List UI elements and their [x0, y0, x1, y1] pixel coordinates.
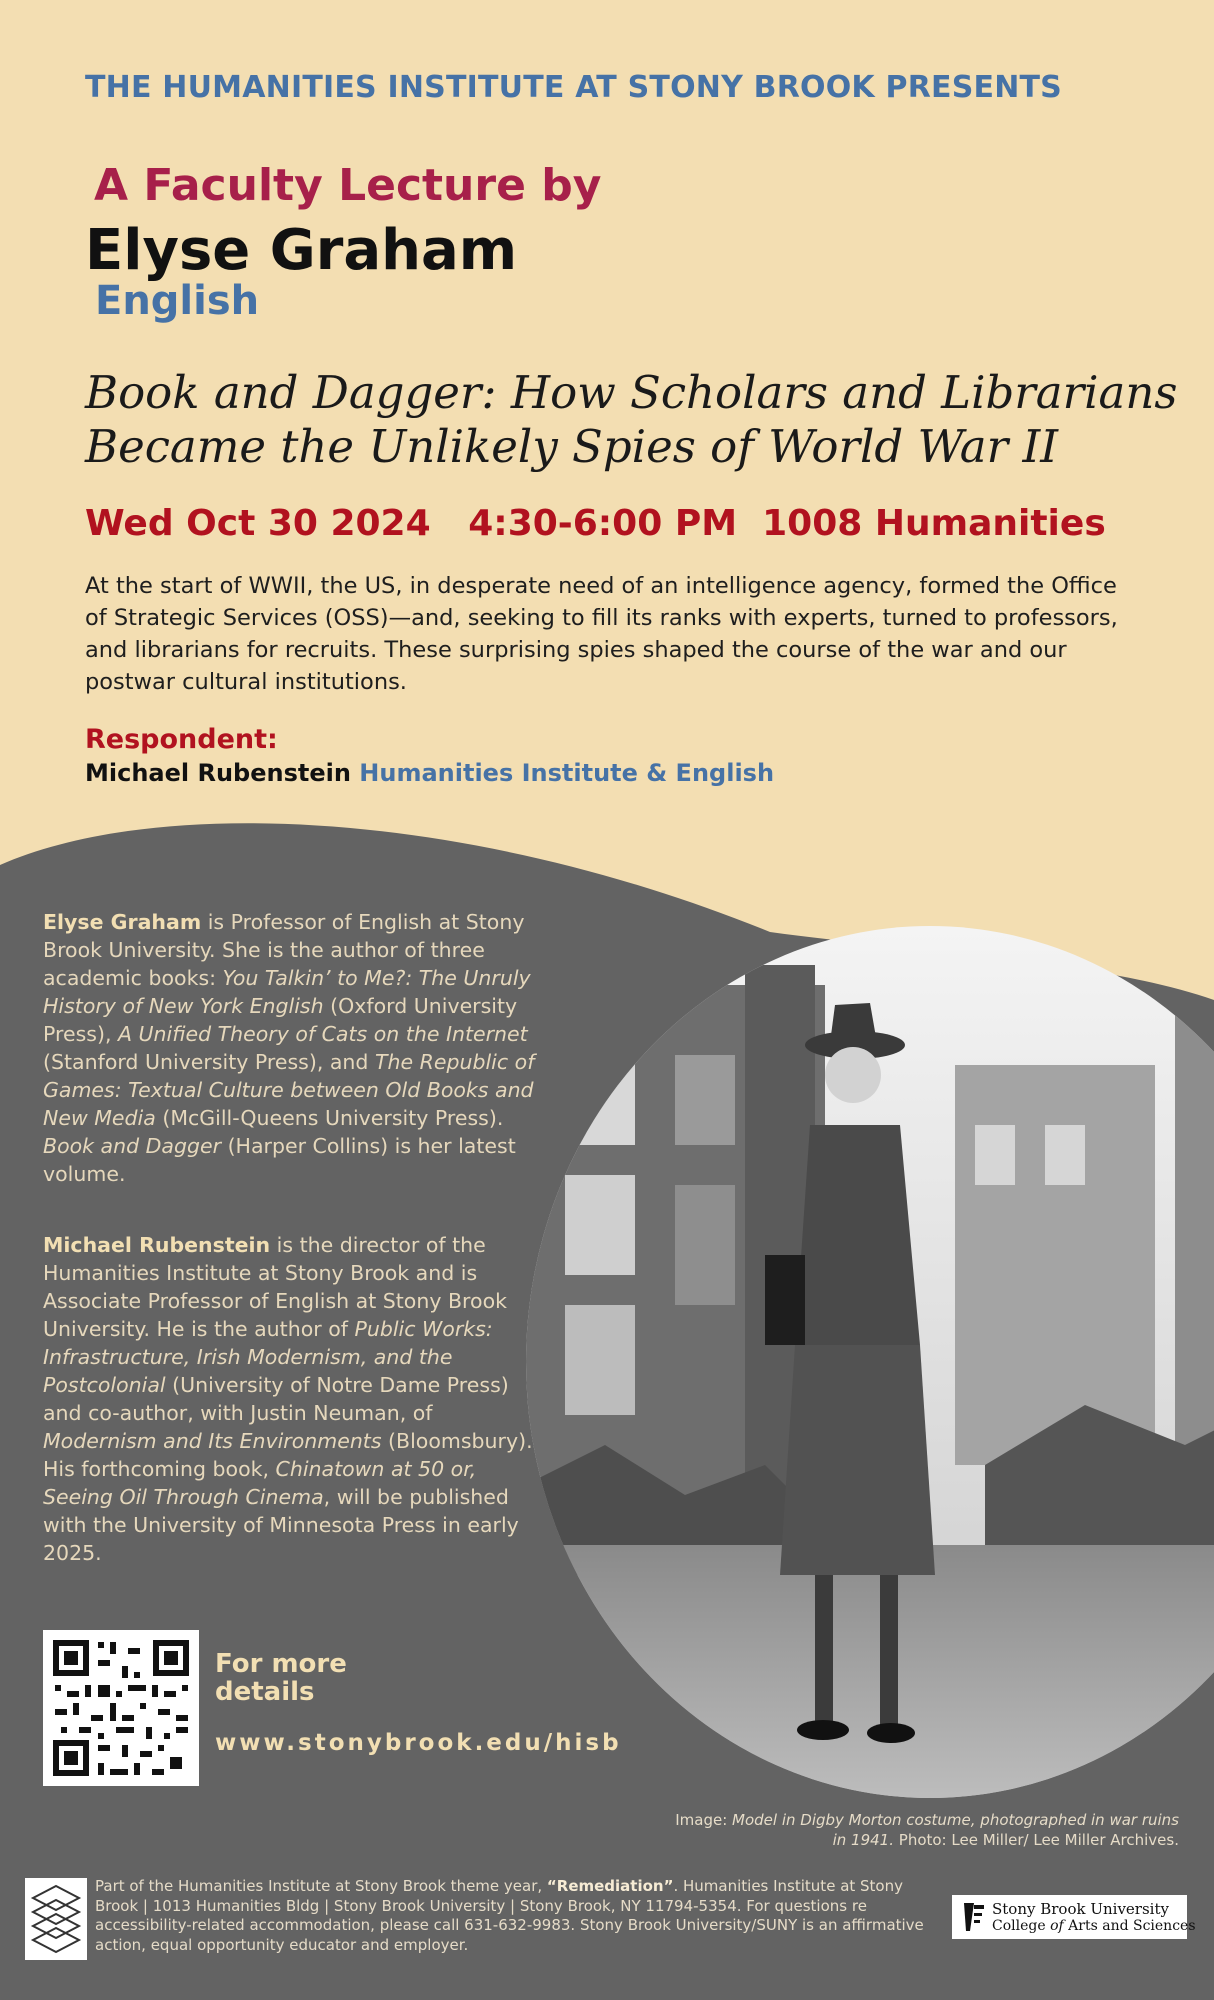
more-details-label: For more details [215, 1649, 347, 1707]
book-title: Chinatown at 50 or, Seeing Oil Through Cinema [43, 1457, 477, 1509]
lecture-description: At the start of WWII, the US, in desperate need of an intelligence agency, formed the Office of Strategic Services (OSS)—and, seeking to fill its ranks with experts, turned to professors, and librarians for recruits. These surprising spies shaped the course of the war and our postwar cultural institutions. [85, 573, 1118, 695]
speaker-department: English [95, 278, 260, 324]
bio-text: (University of Notre Dame Press) and co-author, with Justin Neuman, of [43, 1373, 509, 1425]
bio-text: (Harper Collins) is her latest volume. [43, 1134, 516, 1186]
website-link[interactable]: www.stonybrook.edu/hisb [215, 1730, 622, 1756]
bio-michael-rubenstein [43, 1231, 543, 1567]
book-title: You Talkin’ to Me?: The Unruly History of New York English [43, 966, 531, 1018]
college-name-part: Arts and Sciences [1063, 1918, 1196, 1934]
caption-work: Model in Digby Morton costume, photographed in war ruins in 1941. [732, 1811, 1179, 1849]
footer-text [95, 1877, 925, 1955]
book-title: Book and Dagger [43, 1134, 222, 1158]
bio-text: is Professor of English at Stony Brook University. She is the author of three academic books: [43, 910, 525, 990]
lecture-type: A Faculty Lecture by [94, 160, 602, 211]
caption-credit: Photo: Lee Miller/ Lee Miller Archives. [894, 1831, 1179, 1849]
respondent-line [85, 759, 774, 787]
bio-name: Michael Rubenstein [43, 1233, 271, 1257]
event-date-time-location: Wed Oct 30 2024 4:30-6:00 PM 1008 Humanities [85, 503, 1106, 544]
book-title: A Unified Theory of Cats on the Internet [117, 1022, 528, 1046]
presenter-heading: THE HUMANITIES INSTITUTE AT STONY BROOK PRESENTS [85, 70, 1062, 105]
book-title: Public Works: Infrastructure, Irish Modernism, and the Postcolonial [43, 1317, 493, 1397]
university-name: Stony Brook University [992, 1900, 1169, 1918]
footer-text-part: Part of the Humanities Institute at Stony Brook theme year, [95, 1877, 547, 1895]
respondent-label: Respondent: [85, 724, 278, 755]
qr-code[interactable] [43, 1630, 199, 1786]
lecture-title [85, 366, 1185, 474]
stony-brook-college-logo [952, 1895, 1196, 1939]
torch-icon [960, 1901, 986, 1933]
humanities-institute-logo [25, 1878, 87, 1960]
theme-year: “Remediation” [546, 1877, 674, 1895]
respondent-affiliation: Humanities Institute & English [359, 759, 775, 787]
book-title: The Republic of Games: Textual Culture between Old Books and New Media [43, 1050, 535, 1130]
bio-text: (Oxford University Press), [43, 994, 518, 1046]
bio-text: (Stanford University Press), and [43, 1050, 375, 1074]
bio-text: (Bloomsbury). His forthcoming book, [43, 1429, 533, 1481]
bio-text: is the director of the Humanities Institute at Stony Brook and is Associate Professor of English at Stony Brook University. He is the author of [43, 1233, 507, 1341]
college-name-part: College [992, 1918, 1051, 1934]
lecture-title-line-2: Became the Unlikely Spies of World War II [85, 420, 1058, 473]
bio-text: , will be published with the University of Minnesota Press in early 2025. [43, 1485, 519, 1565]
bio-elyse-graham [43, 908, 543, 1188]
bio-text: (McGill-Queens University Press). [155, 1106, 504, 1130]
footer-text-part: . Humanities Institute at Stony Brook | 1013 Humanities Bldg | Stony Brook University | Stony Brook, NY 11794-5354. For questions re accessibility-related accommodation, please call 631-632-9983. Stony Brook University/SUNY is an affirmative action, equal opportunity educator and employer. [95, 1877, 924, 1954]
respondent-name: Michael Rubenstein [85, 759, 351, 787]
college-name-part: of [1050, 1918, 1064, 1934]
college-name [992, 1918, 1196, 1934]
image-caption [659, 1810, 1179, 1850]
book-title: Modernism and Its Environments [43, 1429, 382, 1453]
archival-photo [525, 925, 1214, 1800]
speaker-name: Elyse Graham [85, 218, 518, 283]
caption-prefix: Image: [675, 1811, 733, 1829]
lecture-title-line-1: Book and Dagger: How Scholars and Librarians [85, 366, 1178, 419]
bio-name: Elyse Graham [43, 910, 202, 934]
